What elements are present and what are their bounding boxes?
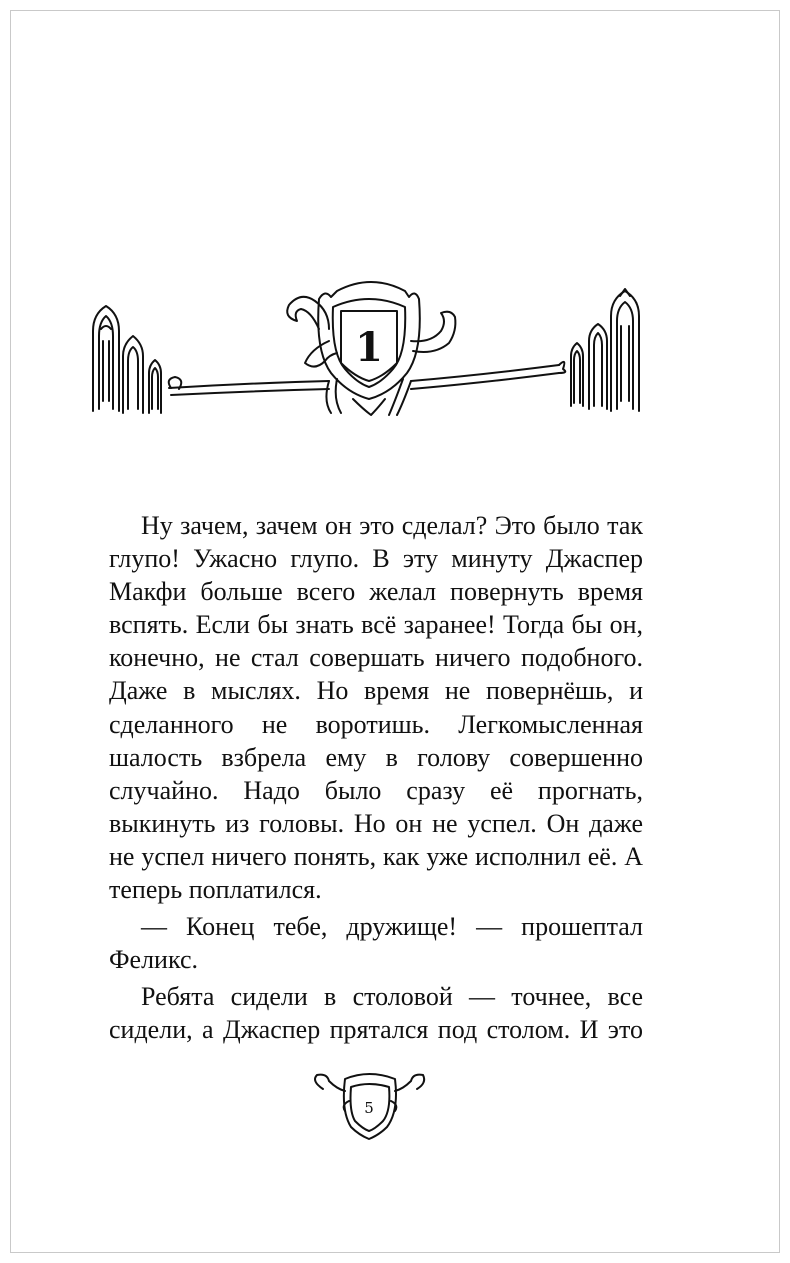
page-number: 5 — [364, 1099, 374, 1117]
paragraph: — Конец тебе, дружище! — прошептал Феликс. — [109, 912, 643, 975]
paragraph: Ребята сидели в столовой — точнее, все сидели, а Джаспер прятался под столом. И это — [109, 982, 643, 1045]
gothic-window-icon — [93, 306, 119, 411]
gothic-window-icon — [611, 289, 639, 411]
gothic-window-icon — [123, 336, 143, 413]
chapter-crest-icon — [318, 282, 420, 399]
gothic-window-icon — [149, 360, 161, 413]
page-crest-icon — [315, 1074, 424, 1139]
gothic-window-icon — [589, 324, 607, 409]
chapter-text — [109, 509, 643, 1051]
paragraph: Ну зачем, зачем он это сделал? Это было так глупо! Ужасно глупо. В эту минуту Джаспер Макфи больше всего желал повернуть время вспять. Если бы знать всё заранее! Тогда бы он, конечно, не стал совершать ничего подобного. Даже в мыслях. Но время не повернёшь, и сделанного не воротишь. Легкомысленная шалость взбрела ему в голову совершенно случайно. Надо было сразу её прогнать, выкинуть из головы. Но он не успел. Он даже не успел ничего понять, как уже исполнил её. А теперь поплатился. — [109, 511, 643, 905]
tentacle-icon — [287, 297, 337, 367]
book-page — [10, 10, 780, 1253]
chapter-number: 1 — [355, 324, 383, 371]
gothic-window-icon — [571, 343, 583, 406]
